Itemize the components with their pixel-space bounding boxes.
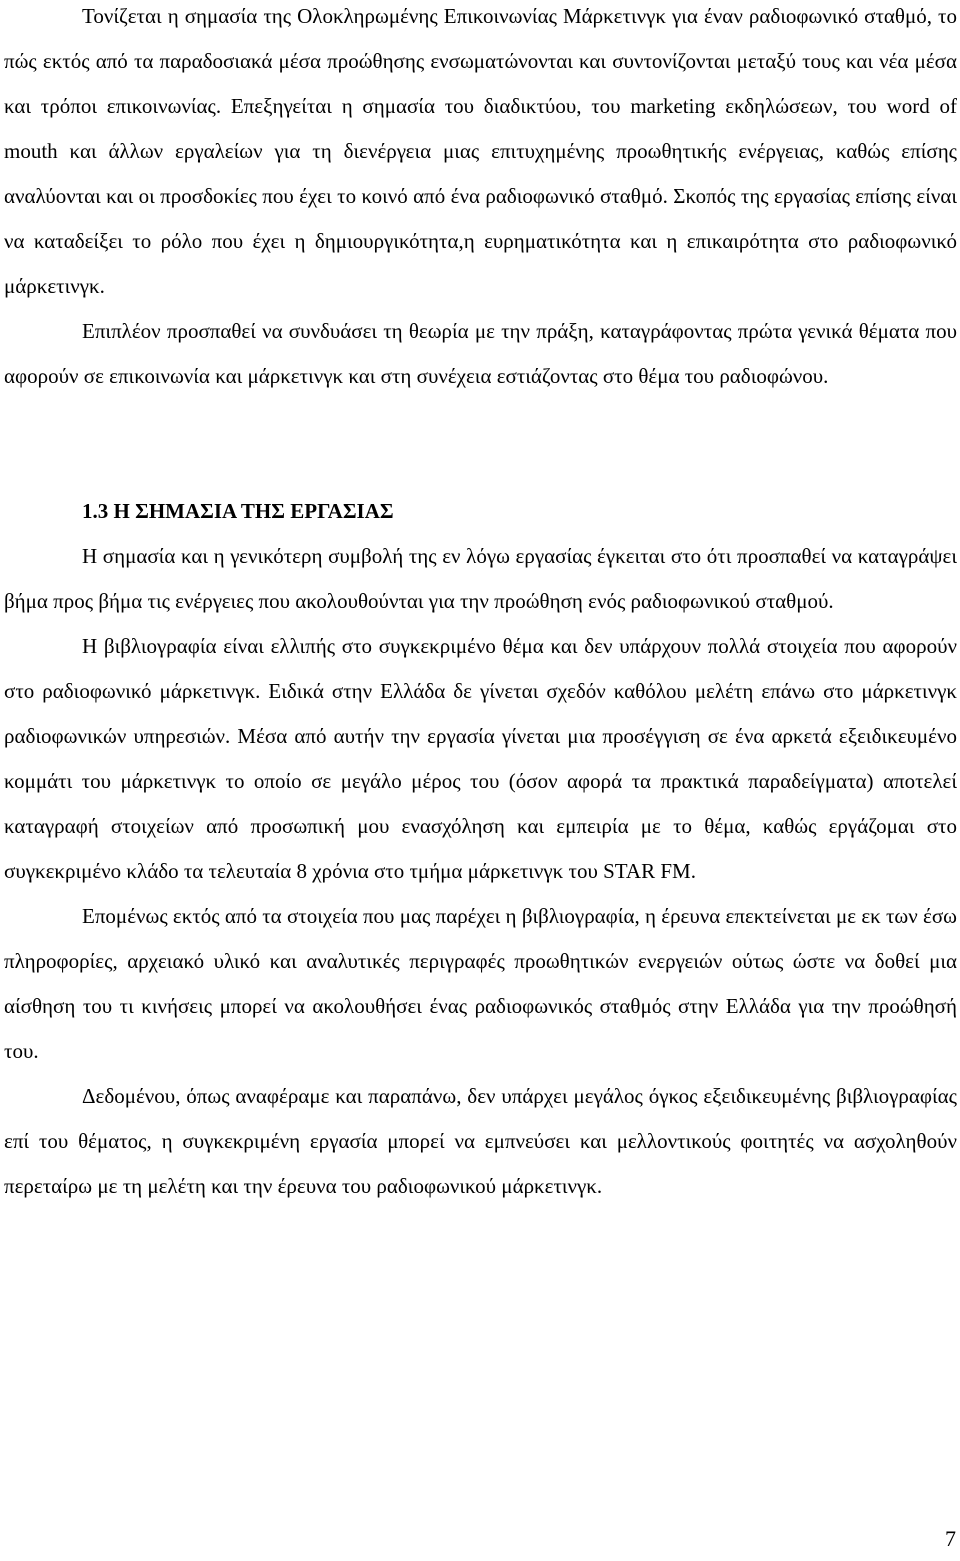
body-paragraph: Δεδομένου, όπως αναφέραμε και παραπάνω, δεν υπάρχει μεγάλος όγκος εξειδικευμένης βιβλιογραφίας επί του θέματος, η συγκεκριμένη εργασία μπορεί να εμπνεύσει και μελλοντικούς φοιτητές να ασχοληθούν περεταίρω με τη μελέτη και την έρευνα του ραδιοφωνικού μάρκετινγκ. — [4, 1084, 957, 1198]
section-heading: 1.3 Η ΣΗΜΑΣΙΑ ΤΗΣ ΕΡΓΑΣΙΑΣ — [82, 499, 394, 523]
document-page — [4, 0, 957, 1209]
intro-paragraph — [4, 0, 957, 309]
body-paragraph: Επομένως εκτός από τα στοιχεία που μας παρέχει η βιβλιογραφία, η έρευνα επεκτείνεται με εκ των έσω πληροφορίες, αρχειακό υλικό και αναλυτικές περιγραφές προωθητικών ενεργειών ούτως ώστε να δοθεί μια αίσθηση του τι κινήσεις μπορεί να ακολουθήσει ένας ραδιοφωνικός σταθμός στην Ελλάδα για την προώθησή του. — [4, 904, 957, 1063]
body-paragraph: Η βιβλιογραφία είναι ελλιπής στο συγκεκριμένο θέμα και δεν υπάρχουν πολλά στοιχεία που αφορούν στο ραδιοφωνικό μάρκετινγκ. Ειδικά στην Ελλάδα δε γίνεται σχεδόν καθόλου μελέτη επάνω στο μάρκετινγκ ραδιοφωνικών υπηρεσιών. Μέσα από αυτήν την εργασία γίνεται μια προσέγγιση σε ένα αρκετά εξειδικευμένο κομμάτι του μάρκετινγκ το οποίο σε μεγάλο μέρος του (όσον αφορά τα πρακτικά παραδείγματα) αποτελεί καταγραφή στοιχείων από προσωπική μου ενασχόληση και εμπειρία με το θέμα, καθώς εργάζομαι στο συγκεκριμένο κλάδο τα τελευταία 8 χρόνια στο τμήμα μάρκετινγκ του STAR FM. — [4, 634, 957, 883]
page-number: 7 — [945, 1526, 956, 1551]
section-spacer — [4, 399, 957, 489]
body-paragraph: Η σημασία και η γενικότερη συμβολή της εν λόγω εργασίας έγκειται στο ότι προσπαθεί να καταγράψει βήμα προς βήμα τις ενέργειες που ακολουθούνται για την προώθηση ενός ραδιοφωνικού σταθμού. — [4, 544, 957, 613]
intro-paragraph-2 — [4, 309, 957, 399]
intro-paragraph-text: Τονίζεται η σημασία της Ολοκληρωμένης Επικοινωνίας Μάρκετινγκ για έναν ραδιοφωνικό σταθμό, το πώς εκτός από τα παραδοσιακά μέσα προώθησης ενσωματώνονται και συντονίζονται μεταξύ τους και νέα μέσα και τρόποι επικοινωνίας. Επεξηγείται η σημασία του διαδικτύου, του marketing εκδηλώσεων, του word of mouth και άλλων εργαλείων για τη διενέργεια μιας επιτυχημένης προωθητικής ενέργειας, καθώς επίσης αναλύονται και οι προσδοκίες που έχει το κοινό από ένα ραδιοφωνικό σταθμό. Σκοπός της εργασίας επίσης είναι να καταδείξει το ρόλο που έχει η δημιουργικότητα,η ευρηματικότητα και η επικαιρότητα στο ραδιοφωνικό μάρκετινγκ. — [4, 4, 957, 298]
intro-paragraph-2-text: Επιπλέον προσπαθεί να συνδυάσει τη θεωρία με την πράξη, καταγράφοντας πρώτα γενικά θέματα που αφορούν σε επικοινωνία και μάρκετινγκ και στη συνέχεια εστιάζοντας στο θέμα του ραδιοφώνου. — [4, 319, 957, 388]
